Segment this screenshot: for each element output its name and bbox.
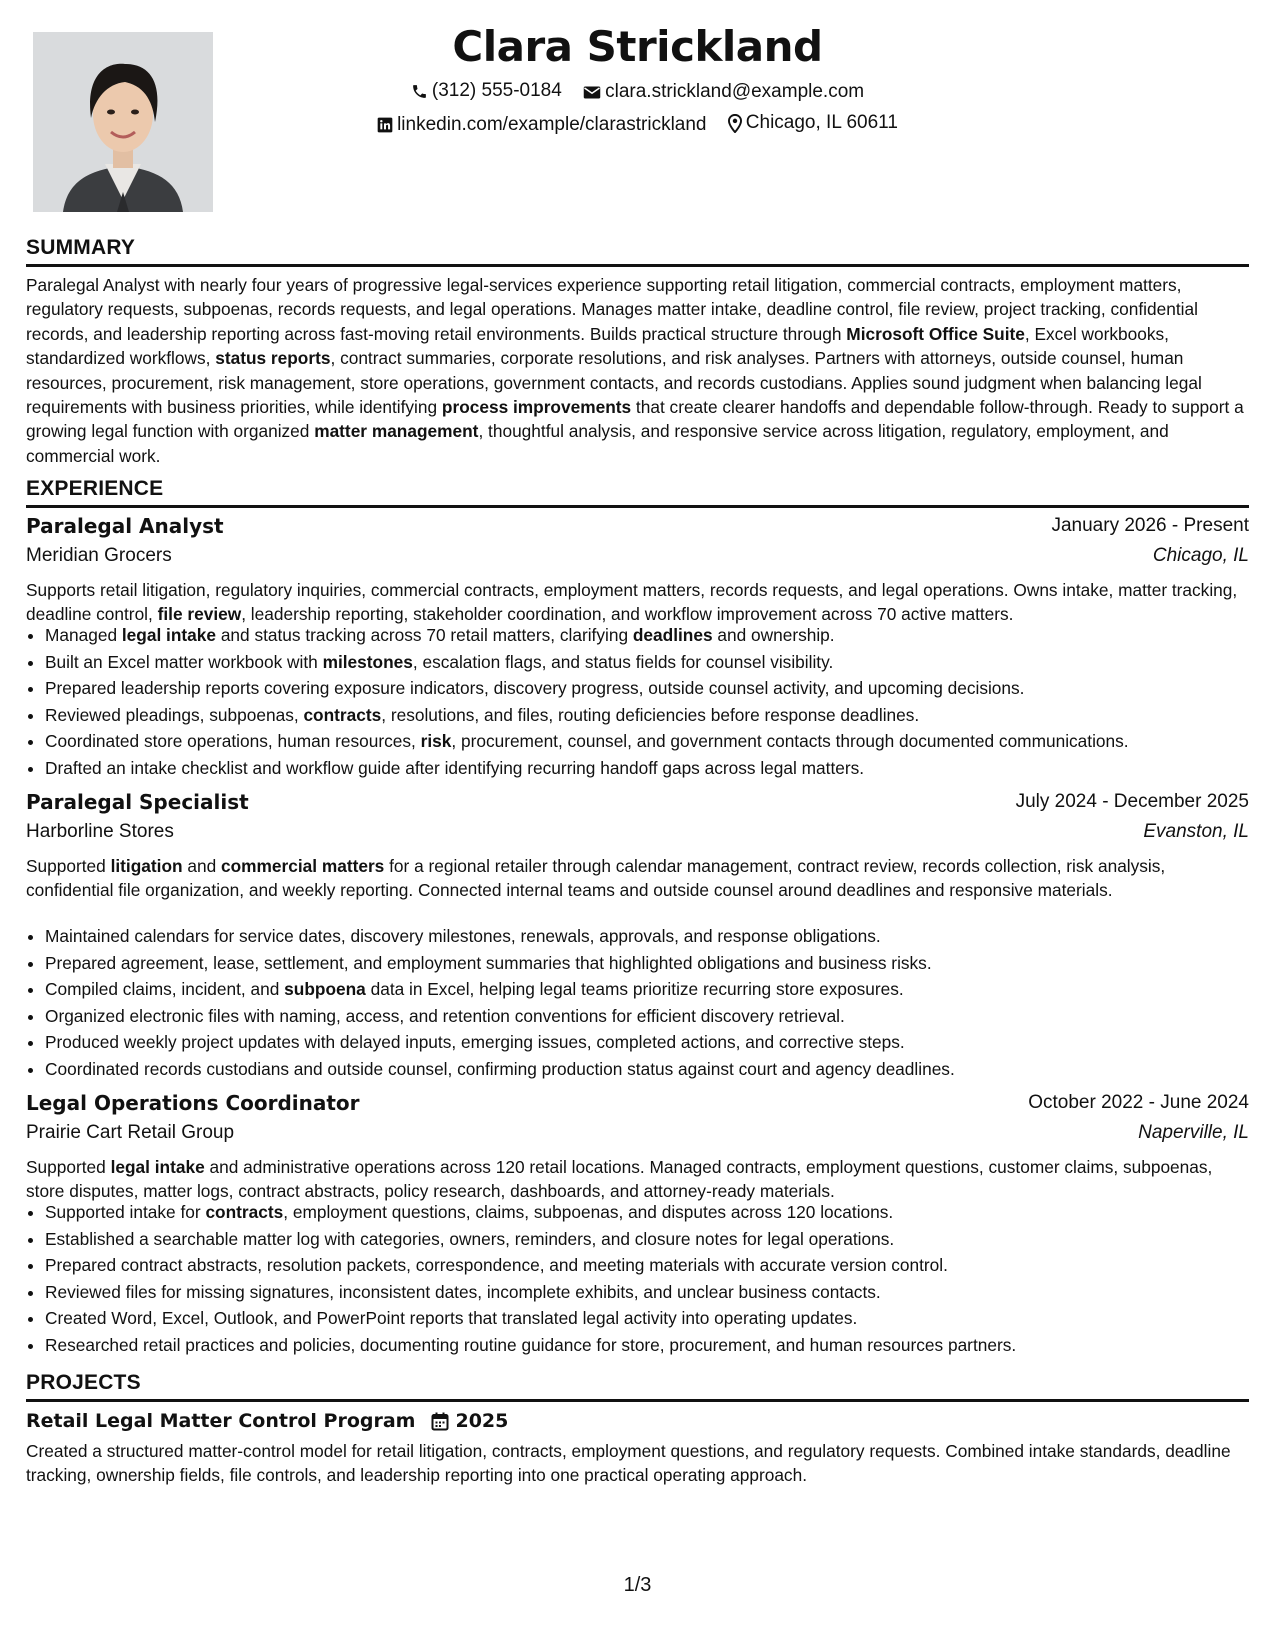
list-item: • Maintained calendars for service dates, discovery milestones, renewals, approvals, and response obligations. (45, 923, 1268, 950)
location-icon (728, 114, 742, 133)
job-dates: July 2024 - December 2025 (1015, 791, 1249, 812)
project-title-row (26, 1410, 508, 1432)
list-item: • Prepared leadership reports covering exposure indicators, discovery progress, outside counsel activity, and upcoming decisions. (45, 675, 1268, 702)
list-item: • Reviewed files for missing signatures, inconsistent dates, incomplete exhibits, and unclear business contacts. (45, 1279, 1268, 1306)
email-icon (583, 85, 601, 100)
linkedin-icon (377, 117, 393, 133)
location-contact (728, 112, 898, 134)
calendar-icon (431, 1412, 449, 1431)
job-dates: October 2022 - June 2024 (1028, 1092, 1249, 1113)
summary-heading: SUMMARY (26, 236, 1249, 267)
job-company: Meridian Grocers (26, 545, 172, 566)
list-item: • Coordinated store operations, human resources, risk, procurement, counsel, and government contacts through documented communications. (45, 728, 1268, 755)
resume-page (26, 0, 1249, 1650)
phone-icon (411, 83, 428, 100)
contact-line-2 (26, 112, 1249, 139)
list-item: • Researched retail practices and policies, documenting routine guidance for store, procurement, and human resources partners. (45, 1332, 1268, 1359)
project-title: Retail Legal Matter Control Program (26, 1410, 416, 1432)
page-number: 1/3 (623, 1574, 652, 1596)
list-item: • Compiled claims, incident, and subpoena data in Excel, helping legal teams prioritize recurring store exposures. (45, 976, 1268, 1003)
job-bullets (26, 923, 1268, 1083)
phone-contact[interactable] (411, 80, 562, 102)
job-location: Naperville, IL (1138, 1122, 1249, 1143)
job-title: Paralegal Analyst (26, 514, 224, 538)
location-text: Chicago, IL 60611 (745, 112, 898, 133)
phone-text: (312) 555-0184 (431, 80, 562, 101)
projects-heading: PROJECTS (26, 1371, 1249, 1402)
job-description: Supports retail litigation, regulatory inquiries, commercial contracts, employment matters, records requests, and legal operations. Owns intake, matter tracking, deadline control, file review, leadership reporting, stakeholder coordination, and workflow improvement across 70 active matters. (26, 580, 1238, 625)
job-description: Supported litigation and commercial matters for a regional retailer through calendar management, contract review, records collection, risk analysis, confidential file organization, and weekly reporting. Connected internal teams and outside counsel around deadlines and responsive materials. (26, 856, 1166, 901)
summary-text: Paralegal Analyst with nearly four years of progressive legal-services experience supporting retail litigation, commercial contracts, employment matters, regulatory requests, subpoenas, records requests, and legal operations. Manages matter intake, deadline control, file review, project tracking, confidential records, and leadership reporting across fast-moving retail environments. Builds practical structure through Microsoft Office Suite, Excel workbooks, standardized workflows, status reports, contract summaries, corporate resolutions, and risk analyses. Partners with attorneys, outside counsel, human resources, procurement, risk management, store operations, government contacts, and records custodians. Applies sound judgment when balancing legal requirements with business priorities, while identifying process improvements that create clearer handoffs and dependable follow-through. Ready to support a growing legal function with organized matter management, thoughtful analysis, and responsive service across litigation, regulatory, employment, and commercial work. (26, 275, 1244, 466)
job-bullets (26, 622, 1268, 782)
candidate-name: Clara Strickland (452, 22, 823, 71)
job-title: Paralegal Specialist (26, 790, 249, 814)
job-location: Evanston, IL (1143, 821, 1249, 842)
list-item: • Prepared contract abstracts, resolution packets, correspondence, and meeting materials with accurate version control. (45, 1252, 1268, 1279)
list-item: • Coordinated records custodians and outside counsel, confirming production status against court and agency deadlines. (45, 1056, 1268, 1083)
list-item: • Created Word, Excel, Outlook, and PowerPoint reports that translated legal activity into operating updates. (45, 1305, 1268, 1332)
job-company: Prairie Cart Retail Group (26, 1122, 235, 1143)
project-description: Created a structured matter-control model for retail litigation, contracts, employment questions, and regulatory requests. Combined intake standards, deadline tracking, ownership fields, file controls, and leadership reporting into one practical operating approach. (26, 1441, 1231, 1486)
list-item: • Drafted an intake checklist and workflow guide after identifying recurring handoff gaps across legal matters. (45, 755, 1268, 782)
email-contact[interactable] (583, 81, 864, 103)
list-item: • Produced weekly project updates with delayed inputs, emerging issues, completed actions, and corrective steps. (45, 1029, 1268, 1056)
linkedin-contact[interactable] (377, 114, 706, 136)
email-text: clara.strickland@example.com (605, 81, 865, 102)
list-item: • Built an Excel matter workbook with milestones, escalation flags, and status fields for counsel visibility. (45, 649, 1268, 676)
list-item: • Supported intake for contracts, employment questions, claims, subpoenas, and disputes across 120 locations. (45, 1199, 1268, 1226)
list-item: • Reviewed pleadings, subpoenas, contracts, resolutions, and files, routing deficiencies before response deadlines. (45, 702, 1268, 729)
linkedin-text: linkedin.com/example/clarastrickland (397, 113, 707, 135)
contact-line-1 (26, 80, 1249, 106)
experience-heading: EXPERIENCE (26, 477, 1249, 508)
job-bullets (26, 1199, 1268, 1359)
list-item: • Established a searchable matter log with categories, owners, reminders, and closure notes for legal operations. (45, 1226, 1268, 1253)
job-title: Legal Operations Coordinator (26, 1091, 360, 1115)
list-item: • Prepared agreement, lease, settlement, and employment summaries that highlighted obligations and business risks. (45, 950, 1268, 977)
project-year: 2025 (455, 1410, 509, 1432)
job-location: Chicago, IL (1152, 545, 1249, 566)
job-dates: January 2026 - Present (1051, 515, 1249, 536)
list-item: • Managed legal intake and status tracking across 70 retail matters, clarifying deadlines and ownership. (45, 622, 1268, 649)
job-company: Harborline Stores (26, 821, 174, 842)
job-description: Supported legal intake and administrative operations across 120 retail locations. Managed contracts, employment questions, customer claims, subpoenas, store disputes, matter logs, contract abstracts, policy research, dashboards, and attorney-ready materials. (26, 1157, 1213, 1202)
list-item: • Organized electronic files with naming, access, and retention conventions for efficient discovery retrieval. (45, 1003, 1268, 1030)
